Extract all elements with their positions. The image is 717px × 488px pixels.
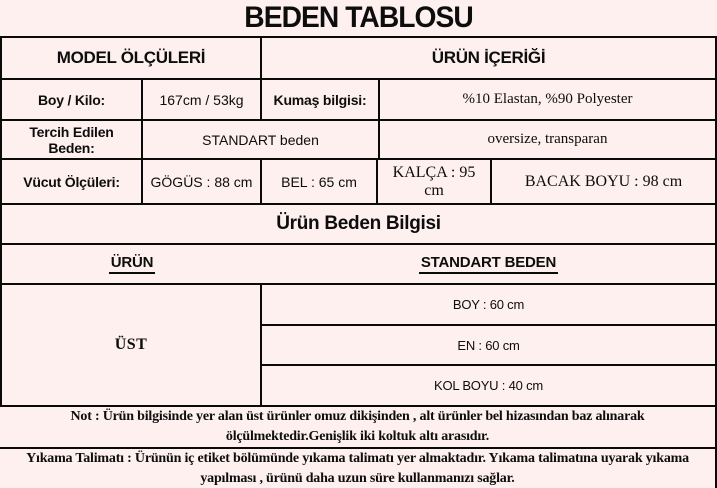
- title-row: [0, 0, 717, 36]
- model-measurements-table: [0, 36, 717, 407]
- measurement-kol-boyu: KOL BOYU : 40 cm: [262, 364, 715, 405]
- tercih-value: STANDART beden: [143, 121, 380, 158]
- notes-section: [0, 407, 717, 488]
- ust-measurements: [262, 285, 715, 405]
- measurement-en: EN : 60 cm: [262, 324, 715, 365]
- column-header-standart-beden-label: STANDART BEDEN: [419, 254, 558, 274]
- washing-note: Yıkama Talimatı : Ürünün iç etiket bölümünde yıkama talimatı yer almaktadır. Yıkama talimatına uyarak yıkama yapılması , ürünü daha uzun süre kullanmanızı sağlar.: [0, 449, 715, 488]
- product-name-ust: ÜST: [2, 285, 262, 405]
- tercih-label: Tercih Edilen Beden:: [2, 121, 143, 158]
- row-boy-kilo: [2, 80, 715, 121]
- table-header-row: [2, 38, 715, 80]
- vucut-label: Vücut Ölçüleri:: [2, 160, 143, 203]
- bacak-boyu-value: BACAK BOYU : 98 cm: [524, 172, 683, 190]
- size-columns-header-row: [2, 245, 715, 285]
- column-header-urun-label: ÜRÜN: [109, 254, 156, 274]
- row-ust-product: [2, 285, 715, 407]
- measurement-note: Not : Ürün bilgisinde yer alan üst ürünler omuz dikişinden , alt ürünler bel hizasından baz alınarak ölçülmektedir.Genişlik iki koltuk altı arasıdır.: [0, 407, 715, 449]
- row-tercih-edilen-beden: [2, 121, 715, 160]
- gogus-value: GÖGÜS : 88 cm: [143, 160, 262, 203]
- kumas-bilgisi-value: %10 Elastan, %90 Polyester: [462, 91, 633, 107]
- bel-value: BEL : 65 cm: [262, 160, 378, 203]
- header-model-olculeri: MODEL ÖLÇÜLERİ: [2, 38, 262, 78]
- kalca-value: KALÇA : 95 cm: [378, 160, 492, 203]
- size-info-title: Ürün Beden Bilgisi: [276, 213, 441, 234]
- page-title: BEDEN TABLOSU: [244, 1, 473, 34]
- header-urun-icerigi: ÜRÜN İÇERİĞİ: [431, 48, 546, 67]
- column-header-standart-beden: [262, 245, 715, 283]
- column-header-urun: [2, 245, 262, 283]
- boy-kilo-label: Boy / Kilo:: [2, 80, 143, 119]
- tercih-value-2: oversize, transparan: [487, 131, 608, 147]
- boy-kilo-value: 167cm / 53kg: [143, 80, 262, 119]
- kumas-bilgisi-label: Kumaş bilgisi:: [262, 80, 380, 119]
- row-vucut-olculeri: [2, 160, 715, 205]
- size-info-title-row: [2, 205, 715, 245]
- measurement-boy: BOY : 60 cm: [452, 296, 525, 312]
